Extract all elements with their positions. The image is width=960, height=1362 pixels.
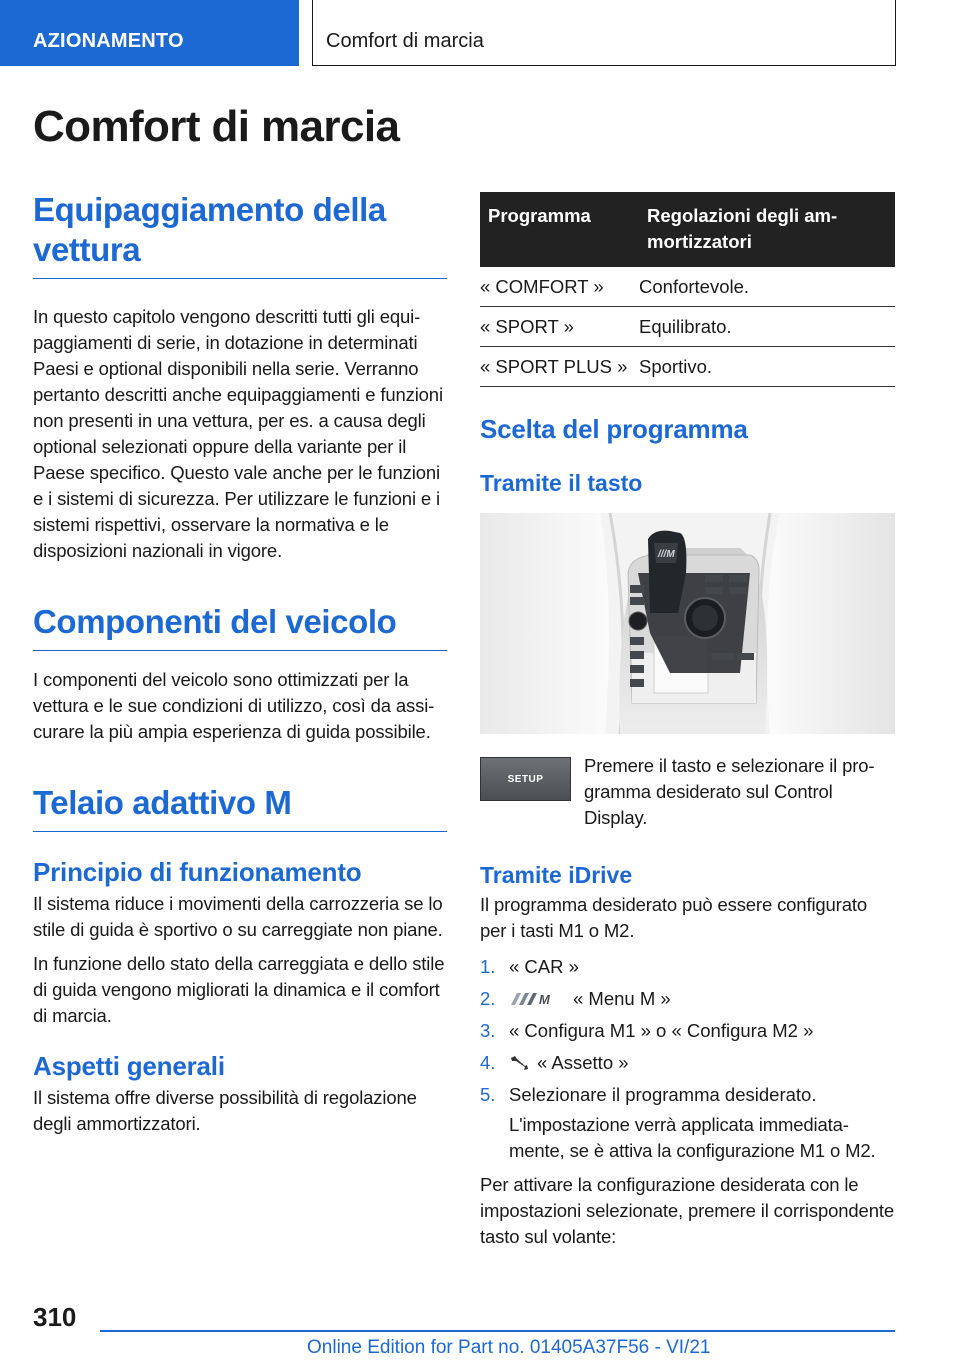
table-header-regolazioni: Regolazioni degli ammortizzatori <box>639 192 895 267</box>
final-text: Per attivare la configurazione desiderata con le impostazioni selezionate, premere il corrispondente tasto sul volante: <box>480 1174 894 1247</box>
list-item <box>480 1050 895 1076</box>
step-number: 4. <box>480 1052 496 1073</box>
list-item <box>480 954 895 980</box>
table-cell: Confortevole. <box>639 267 895 307</box>
heading-equipaggiamento: Equipaggiamento della vettura <box>33 190 447 279</box>
table-header-programma: Programma <box>480 192 639 267</box>
step5-note: L'impostazione verrà applicata immediatamente, se è attiva la configurazione M1 o M2. <box>509 1114 876 1161</box>
idrive-body: Il programma desiderato può essere configurato per i tasti M1 o M2. <box>480 894 867 941</box>
principle-p1: Il sistema riduce i movimenti della carrozzeria se lo stile di guida è sportivo o su carreggiate non piane. <box>33 893 443 940</box>
components-body: I componenti del veicolo sono ottimizzati per la vettura e le sue condizioni di utilizzo, così da assicurare la più ampia esperienza di guida possibile. <box>33 669 435 742</box>
setup-text: Premere il tasto e selezionare il programma desiderato sul Control Display. <box>584 755 875 828</box>
table-cell: Sportivo. <box>639 347 895 387</box>
table-cell: « SPORT » <box>480 307 639 347</box>
list-item <box>480 1018 895 1044</box>
heading-tramite-tasto: Tramite il tasto <box>480 470 643 496</box>
wrench-icon <box>509 1055 529 1071</box>
table-header-row <box>480 192 895 267</box>
equip-body: In questo capitolo vengono descritti tutti gli equipaggiamenti di serie, in dotazione in determinati Paesi e optional disponibili nella serie. Verranno pertanto descritti anche equipaggiamenti e funzioni non presenti in una vettura, per es. a causa degli optional selezionati oppure della variante per il Paese specifico. Questo vale anche per le funzioni e i sistemi di sicurezza. Per utilizzare le funzioni e i sistemi rispettivi, osservare la normativa e le disposizioni nazionali in vigore. <box>33 306 443 561</box>
principle-p2: In funzione dello stato della carreggiata e dello stile di guida vengono migliorati la dinamica e il comfort di marcia. <box>33 953 445 1026</box>
setup-instruction <box>480 753 895 831</box>
step-text: « CAR » <box>509 956 579 977</box>
step-text: « Assetto » <box>537 1052 629 1073</box>
list-item <box>480 1082 895 1108</box>
general-body: Il sistema offre diverse possibilità di regolazione degli ammortizzatori. <box>33 1087 417 1134</box>
step-text: Selezionare il programma desiderato. <box>509 1084 817 1105</box>
center-console-illustration <box>480 513 895 734</box>
step-text: « Menu M » <box>573 988 671 1009</box>
program-table <box>480 192 895 387</box>
heading-tramite-idrive: Tramite iDrive <box>480 862 633 888</box>
heading-principio: Principio di funzionamento <box>33 857 362 887</box>
header-section-tab: AZIONAMENTO <box>0 0 299 66</box>
heading-aspetti: Aspetti generali <box>33 1051 225 1081</box>
svg-text:M: M <box>539 992 550 1006</box>
table-cell: « COMFORT » <box>480 267 639 307</box>
page-title: Comfort di marcia <box>33 102 400 151</box>
step-number: 1. <box>480 956 496 977</box>
right-column <box>480 192 895 1250</box>
table-cell: Equilibrato. <box>639 307 895 347</box>
table-row <box>480 267 895 307</box>
step-number: 2. <box>480 988 496 1009</box>
svg-text:///M: ///M <box>658 549 675 560</box>
table-row <box>480 347 895 387</box>
footer-edition: Online Edition for Part no. 01405A37F56 - VI/21 <box>307 1337 711 1358</box>
center-console-photo <box>480 513 895 734</box>
setup-button-image: SETUP <box>480 757 571 801</box>
step-text: « Configura M1 » o « Configura M2 » <box>509 1020 814 1041</box>
heading-scelta: Scelta del programma <box>480 414 748 444</box>
table-cell: « SPORT PLUS » <box>480 347 639 387</box>
footer-divider <box>100 1330 895 1332</box>
page-number: 310 <box>33 1302 77 1332</box>
m-logo-icon <box>509 992 561 1006</box>
left-column <box>33 190 447 1137</box>
step-number: 5. <box>480 1084 496 1105</box>
header-chapter-title: Comfort di marcia <box>312 0 896 66</box>
step-number: 3. <box>480 1020 496 1041</box>
list-item <box>480 986 895 1012</box>
heading-telaio: Telaio adattivo M <box>33 783 447 832</box>
table-row <box>480 307 895 347</box>
steps-list <box>480 954 895 1108</box>
heading-componenti: Componenti del veicolo <box>33 602 447 651</box>
